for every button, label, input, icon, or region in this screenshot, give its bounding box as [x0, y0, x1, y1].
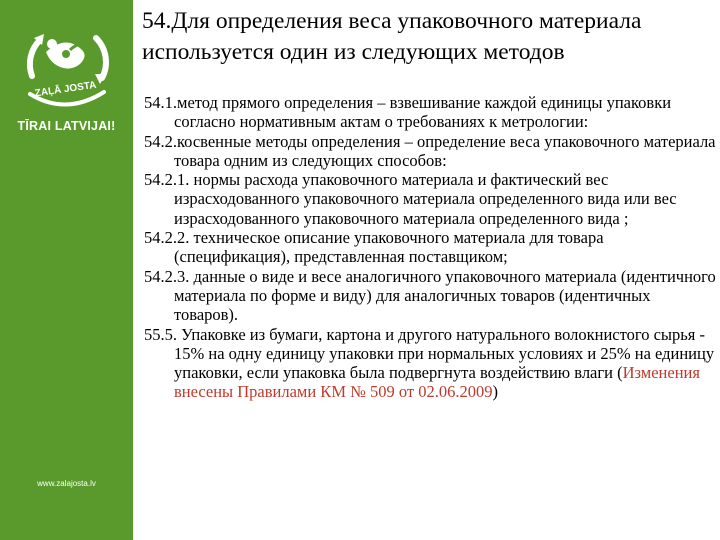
tagline: TĪRAI LATVIJAI!: [17, 119, 116, 133]
paragraph-55-5-text: 55.5. Упаковке из бумаги, картона и другого натурального волокнистого сырья - 15% на одну единицу упаковки при нормальных условиях и 25% на единицу упаковки, если упаковка была подвергнута воздействию влаги (: [144, 324, 715, 383]
title-line-2: используется один из следующих методов: [142, 39, 565, 65]
logo-text: ZAĻĀ JOSTA: [34, 79, 98, 100]
paragraph-54-2: 54.2.косвенные методы определения – определение веса упаковочного материала товара одним из следующих способов:: [144, 131, 716, 170]
sidebar: [0, 0, 133, 540]
paragraph-54-2-1: 54.2.1. нормы расхода упаковочного материала и фактический вес израсходованного упаковочного материала определенного вида или вес израсходованного упаковочного материала определенного вида ;: [144, 170, 677, 228]
slide-title: [142, 6, 717, 68]
paragraph-54-2-2: 54.2.2. техническое описание упаковочного материала для товара (спецификация), представленная поставщиком;: [144, 228, 604, 267]
amendment-link[interactable]: Изменения внесены Правилами КМ № 509 от 02.06.2009: [174, 363, 700, 402]
paragraph-54-1: 54.1.метод прямого определения – взвешивание каждой единицы упаковки согласно нормативным актам о требованиях к метрологии:: [144, 93, 672, 132]
slide-body: [144, 93, 718, 402]
title-line-1: 54.Для определения веса упаковочного материала: [142, 8, 642, 34]
paragraph-54-2-3: 54.2.3. данные о виде и весе аналогичного упаковочного материала (идентичного материала по форме и виду) для аналогичных товаров (идентичных товаров).: [144, 266, 716, 325]
paragraph-55-5: [144, 325, 718, 402]
zala-josta-logo: [10, 20, 123, 112]
website-link[interactable]: www.zalajosta.lv: [37, 479, 96, 488]
closing-paren: ): [492, 382, 498, 402]
